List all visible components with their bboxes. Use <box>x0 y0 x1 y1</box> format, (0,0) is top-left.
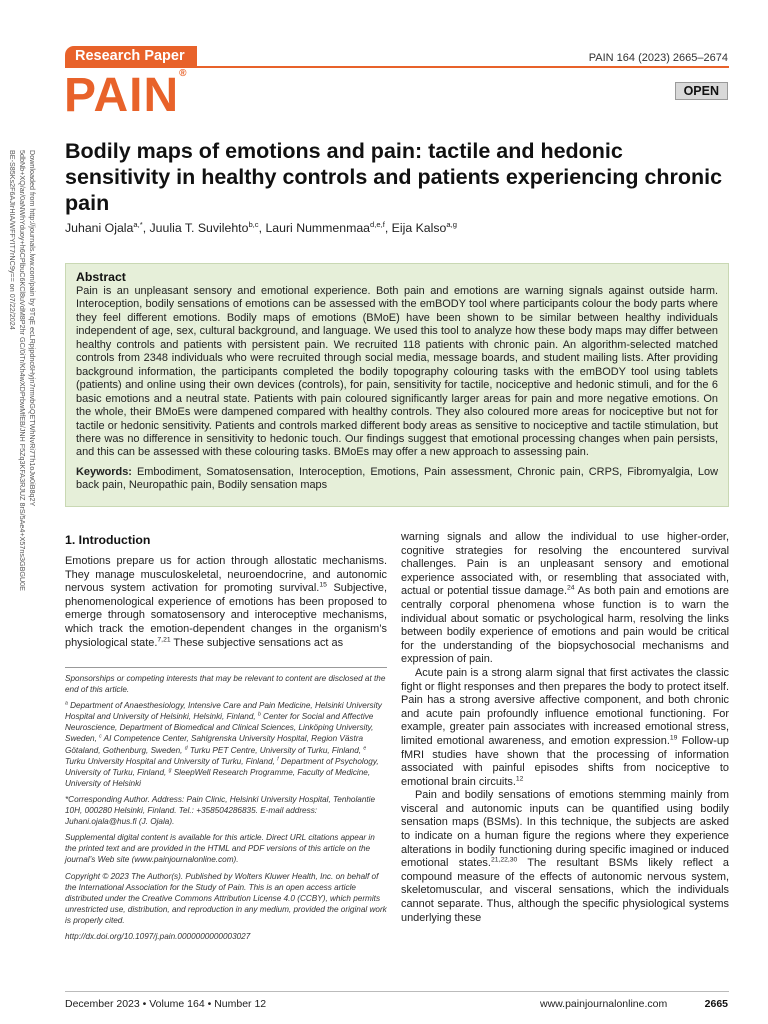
abstract-box <box>65 263 729 507</box>
copyright-note: Copyright © 2023 The Author(s). Published by Wolters Kluwer Health, Inc. on behalf of the International Association for the Study of Pain. This is an open access article distributed under the Creative Commons Attribution License 4.0 (CCBY), which permits unrestricted use, distribution, and reproduction in any medium, provided the original work is properly cited. <box>65 871 387 925</box>
affiliation-text: Center for Social and Affective Neuroscience, Department of Biomedical and Clinical Sciences, Linköping University, Sweden, <box>65 712 374 744</box>
keywords <box>76 466 718 493</box>
author-affiliation-marks: a,g <box>446 219 457 229</box>
intro-paragraph-continued <box>401 531 729 667</box>
footer-rule <box>65 991 729 992</box>
affiliation-text: AI Competence Center, Sahlgrenska University Hospital, Region Västra Götaland, Gothenburg, Sweden, <box>65 734 364 755</box>
issue-info: December 2023 • Volume 164 • Number 12 <box>65 998 267 1010</box>
author-list: Juhani Ojala$^{a,*}$, Juulia T. Suvilehto$^{b,c}$, Lauri Nummenmaa$^{d,e,f}$, Eija Kalso$^{a,g}$ <box>65 219 457 235</box>
section-heading-introduction: 1. Introduction <box>65 533 151 547</box>
download-notice-line-3: BE-S85Ks2F6AJIrHIA/WFFYIT7rNC9y== on 07/22/2024 <box>8 150 17 330</box>
text-run: The resultant BSMs likely reflect a compound measure of the effects of autonomic nervous system, skeletomuscular, and visceral sensations, which the individuals cannot separate. Thus, although the specific physiological systems underlying these <box>401 857 729 924</box>
author-affiliation-marks: d,e,f <box>370 219 385 229</box>
intro-paragraph-1 <box>65 555 387 650</box>
text-run: Subjective, phenomenological experience of emotions has been proposed to emerge through somatosensory and interoceptive mechanisms, which track the emotion-dependent changes in the organism’s physiological state. <box>65 582 387 649</box>
intro-paragraph-3 <box>401 789 729 925</box>
affiliation-mark: b <box>257 711 261 718</box>
affiliation-mark: e <box>363 744 367 751</box>
text-run: Emotions prepare us for action through allostatic mechanisms. They manage musculoskeletal, neuroendocrine, and autonomic nervous system activation for promoting survival. <box>65 555 387 595</box>
journal-logo-text: PAIN <box>64 69 180 122</box>
affiliation-mark: g <box>168 767 172 774</box>
author-name[interactable]: Juulia T. Suvilehto <box>149 221 249 235</box>
affiliation-text: Turku University Hospital and University of Turku, Finland, <box>65 756 278 766</box>
citation-ref[interactable]: 24 <box>567 584 575 592</box>
download-notice-strip <box>3 150 45 640</box>
text-run: warning signals and allow the individual to use higher-order, cognitive strategies for resolving the encountered survival challenges. Pain is an unpleasant sensory and emotional experience associated with, or resembling that associated with, actual or potential tissue damage. <box>401 531 729 598</box>
affiliation-mark: f <box>277 755 279 762</box>
download-notice-line-2: 5dbNb+XQ/ar/0aNWhYduoy+h6CPlbuC6KCl8uVdM8P2hr GC/0iTr/Kh4wXDPrbwMfEB/JNH F5Zq3KFA3RJUZ 8rS/5Ae4+X57ns3GBGU0E <box>18 150 27 591</box>
journal-logo <box>64 70 188 122</box>
doi-link[interactable]: http://dx.doi.org/10.1097/j.pain.0000000000003027 <box>65 931 251 941</box>
affiliation-mark: a <box>65 700 68 707</box>
abstract-heading: Abstract <box>76 270 126 284</box>
author-affiliation-marks: a,* <box>133 219 143 229</box>
text-run: As both pain and emotions are centrally corporal phenomena whose function is to warn the individual about somatic or psychological harm, resolving the links between bodily experience of emotions and pain would be critical for the understanding of the biopsychosocial mechanisms and expression of pain. <box>401 585 729 666</box>
article-title: Bodily maps of emotions and pain: tactile and hedonic sensitivity in healthy controls and patients experiencing chronic pain <box>65 139 723 215</box>
keywords-list: Embodiment, Somatosensation, Interoception, Emotions, Pain assessment, Chronic pain, CRPS, Fibromyalgia, Low back pain, Neuropathic pain, Bodily sensation maps <box>76 465 718 492</box>
affiliation-text: Turku PET Centre, University of Turku, Finland, <box>187 745 364 755</box>
text-run: Follow-up fMRI studies have shown that the processing of information associated with painful episodes shifts from nociceptive to emotional brain circuits. <box>401 734 730 788</box>
affiliation-text: Department of Anaesthesiology, Intensive Care and Pain Medicine, Helsinki University Hospital and University of Helsinki, Helsinki, Finland, <box>65 701 382 722</box>
registered-mark: ® <box>179 68 188 79</box>
affiliation-mark: c <box>99 733 102 740</box>
text-run: Acute pain is a strong alarm signal that first activates the classic fight or flight responses and then prepares the body to protect itself. Pain has a strong aversive affective component, and both chronic and acute pain profoundly influence emotional functioning. For example, greater pain associates with increased emotional stress, limited emotional awareness, and emotion expression. <box>401 666 729 747</box>
article-type-badge: Research Paper <box>65 46 197 66</box>
intro-paragraph-2 <box>401 667 729 789</box>
keywords-label: Keywords: <box>76 465 132 478</box>
footnotes <box>65 673 387 947</box>
author-name[interactable]: Juhani Ojala <box>65 221 134 235</box>
corresponding-author-note: *Corresponding Author. Address: Pain Clinic, Helsinki University Hospital, Tenholantie 10H, 000280 Helsinki, Finland. Tel.: +358504286835. E-mail address: Juhani.ojala@hus.fi (J. Ojala). <box>65 794 376 827</box>
competing-interests-note: Sponsorships or competing interests that may be relevant to content are disclosed at the end of this article. <box>65 674 386 695</box>
affiliation-mark: d <box>184 744 188 751</box>
text-run: These subjective sensations act as <box>170 636 344 649</box>
citation-ref[interactable]: 12 <box>515 775 524 783</box>
page-number: 2665 <box>704 998 728 1010</box>
journal-citation: PAIN 164 (2023) 2665–2674 <box>588 52 728 64</box>
citation-ref[interactable]: 21,22,30 <box>490 856 518 864</box>
footnote-rule <box>65 667 387 668</box>
header-rule <box>65 66 729 68</box>
citation-ref[interactable]: 15 <box>319 581 327 589</box>
right-column <box>401 531 729 925</box>
supplemental-content-note: Supplemental digital content is available for this article. Direct URL citations appear in the printed text and are provided in the HTML and PDF versions of this article on the journal’s Web site (www.painjournalonline.com). <box>65 833 375 865</box>
download-notice-line-1: Downloaded from http://journals.lww.com/pain by 9TqE ecLRpjpdnc6Hyjn7rmvbGQETWhNvRi7Th1oJw0iB8q2Y <box>28 150 37 507</box>
citation-ref[interactable]: 19 <box>669 734 678 742</box>
left-column <box>65 555 387 650</box>
journal-website-link[interactable]: www.painjournalonline.com <box>540 998 668 1010</box>
author-name[interactable]: Lauri Nummenmaa <box>265 221 371 235</box>
text-run: Pain and bodily sensations of emotions stemming mainly from visceral and autonomic inputs can be quantified using bodily sensation maps (BSMs). In this technique, the subjects are asked to indicate on a human figure the regions where they experience alterations in bodily functioning during specific imagined or induced emotional states. <box>401 789 729 870</box>
author-affiliation-marks: b,c <box>248 219 259 229</box>
affiliation-text: SleepWell Research Programme, Faculty of Medicine, University of Helsinki <box>65 767 371 788</box>
affiliation-text: Department of Psychology, University of Turku, Finland, <box>65 756 379 777</box>
abstract-text: Pain is an unpleasant sensory and emotional experience. Both pain and emotions are warning signals against outside harm. Interoception, bodily sensations of emotions can be assessed with the emBODY tool where participants colour the body parts where they feel different emotions. Bodily maps of emotions (BMoE) have been shown to be similar between healthy individuals independent of age, sex, cultural background, and language. We used this tool to analyze how these body maps may differ between healthy controls and patients with persistent pain. We recruited 118 patients with chronic pain. An algorithm-selected matched controls from 2348 individuals who were recruited through social media, message boards, and student mailing lists. After providing background information, the participants completed the bodily topography colouring tasks with the emBODY tool using tablets (patients) and online using their own devices (controls), for pain, sensitivity for tactile, nociceptive and hedonic stimuli, and for the 6 basic emotions and a neutral state. Patients with pain coloured significantly larger areas for pain and more negative emotions. On the whole, their BMoEs were dampened compared with healthy controls. They also coloured more areas for nociceptive but not for tactile or hedonic sensitivity. Patients and controls marked different body areas as sensitive to nociceptive and tactile stimulation, but there was no difference in sensitivity to hedonic touch. Our findings suggest that emotional processing changes when pain persists, and this can be assessed with these colouring tasks. BMoEs may offer a new approach to assessing pain. <box>76 285 718 459</box>
citation-ref[interactable]: 7,21 <box>157 635 171 643</box>
author-name[interactable]: Eija Kalso <box>391 221 447 235</box>
affiliations <box>65 700 387 789</box>
open-access-badge: OPEN <box>675 82 728 100</box>
